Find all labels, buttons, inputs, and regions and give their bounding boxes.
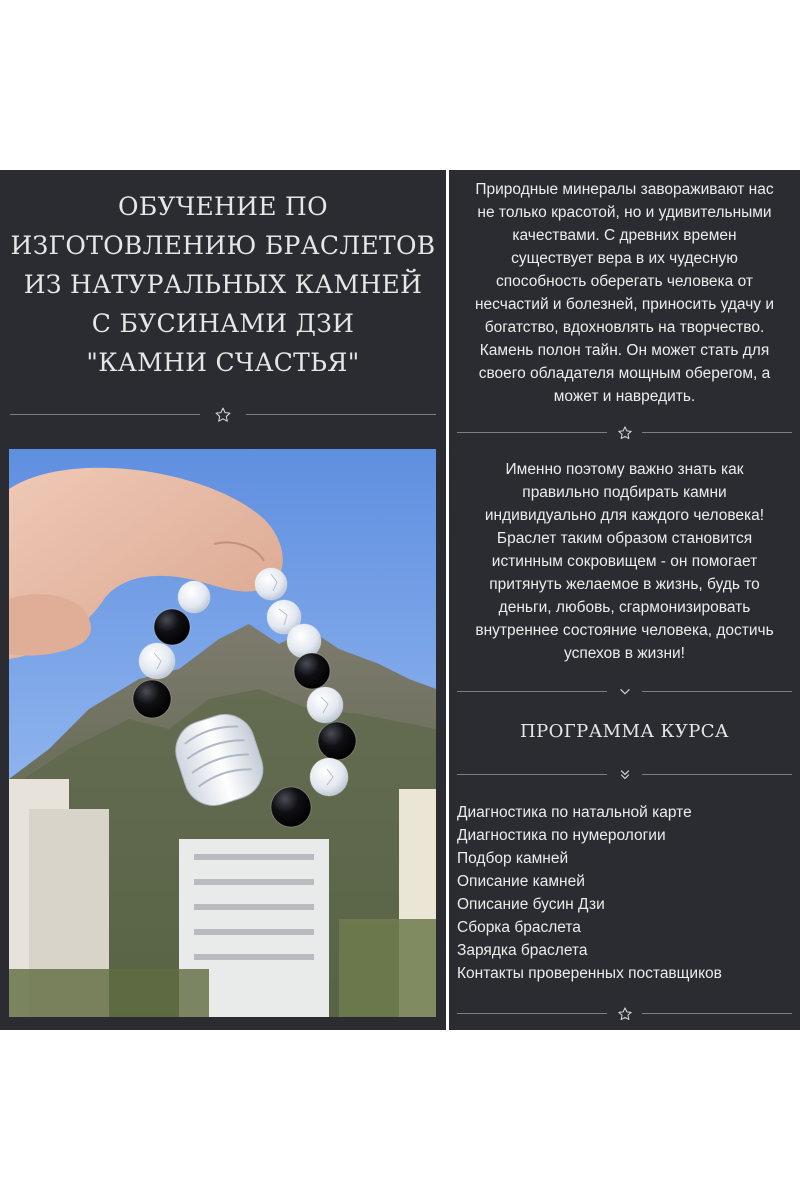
chevron-down-icon xyxy=(615,682,635,702)
program-item: Описание бусин Дзи xyxy=(457,896,605,913)
right-panel xyxy=(449,170,800,1030)
second-line: внутреннее состояние человека, достичь xyxy=(475,622,774,639)
intro-line: своего обладателя мощным оберегом, а xyxy=(478,365,771,382)
program-item: Описание камней xyxy=(457,873,585,890)
title-line: ИЗГОТОВЛЕНИЮ БРАСЛЕТОВ xyxy=(10,231,436,260)
second-line: индивидуально для каждого человека! xyxy=(484,507,765,524)
intro-line: несчастий и болезней, приносить удачу и xyxy=(474,296,775,313)
second-line: Именно поэтому важно знать как xyxy=(505,461,744,478)
course-title xyxy=(10,187,436,382)
second-divider xyxy=(457,682,792,702)
second-line: истинным сокровищем - он помогает xyxy=(491,553,758,570)
intro-line: способность оберегать человека от xyxy=(496,273,753,290)
title-line: ИЗ НАТУРАЛЬНЫХ КАМНЕЙ xyxy=(23,270,423,299)
program-item: Подбор камней xyxy=(457,850,569,867)
program-item: Контакты проверенных поставщиков xyxy=(457,965,722,982)
intro-divider xyxy=(457,423,792,443)
program-title: ПРОГРАММА КУРСА xyxy=(520,721,729,742)
program-item: Сборка браслета xyxy=(457,919,581,936)
intro-text xyxy=(449,178,800,408)
intro-line: не только красотой, но и удивительными xyxy=(477,204,772,221)
second-line: притянуть желаемое в жизнь, будь то xyxy=(489,576,760,593)
program-item: Диагностика по натальной карте xyxy=(457,804,692,821)
second-line: успехов в жизни! xyxy=(564,645,685,662)
title-line: ОБУЧЕНИЕ ПО xyxy=(118,192,328,221)
intro-line: существует вера в их чудесную xyxy=(511,250,738,267)
second-text xyxy=(449,458,800,665)
second-line: деньги, любовь, сгармонизировать xyxy=(498,599,751,616)
program-divider xyxy=(457,765,792,785)
left-panel xyxy=(0,170,446,1030)
intro-line: может и навредить. xyxy=(553,388,696,405)
star-outline-icon xyxy=(213,405,233,425)
second-line: Браслет таким образом становится xyxy=(496,530,753,547)
bottom-divider xyxy=(457,1004,792,1024)
intro-line: Природные минералы завораживают нас xyxy=(475,181,774,198)
second-line: правильно подбирать камни xyxy=(522,484,727,501)
title-divider xyxy=(10,405,436,425)
program-list xyxy=(457,801,722,985)
intro-line: богатство, вдохновлять на творчество. xyxy=(484,319,765,336)
bracelet-photo xyxy=(9,449,436,1017)
program-item: Зарядка браслета xyxy=(457,942,588,959)
program-item: Диагностика по нумерологии xyxy=(457,827,666,844)
intro-line: Камень полон тайн. Он может стать для xyxy=(479,342,770,359)
title-line: "КАМНИ СЧАСТЬЯ" xyxy=(86,348,360,377)
intro-line: качествами. С древних времен xyxy=(512,227,737,244)
star-outline-icon xyxy=(615,423,635,443)
double-chevron-down-icon xyxy=(615,765,635,785)
title-line: С БУСИНАМИ ДЗИ xyxy=(91,309,355,338)
star-outline-icon xyxy=(615,1004,635,1024)
